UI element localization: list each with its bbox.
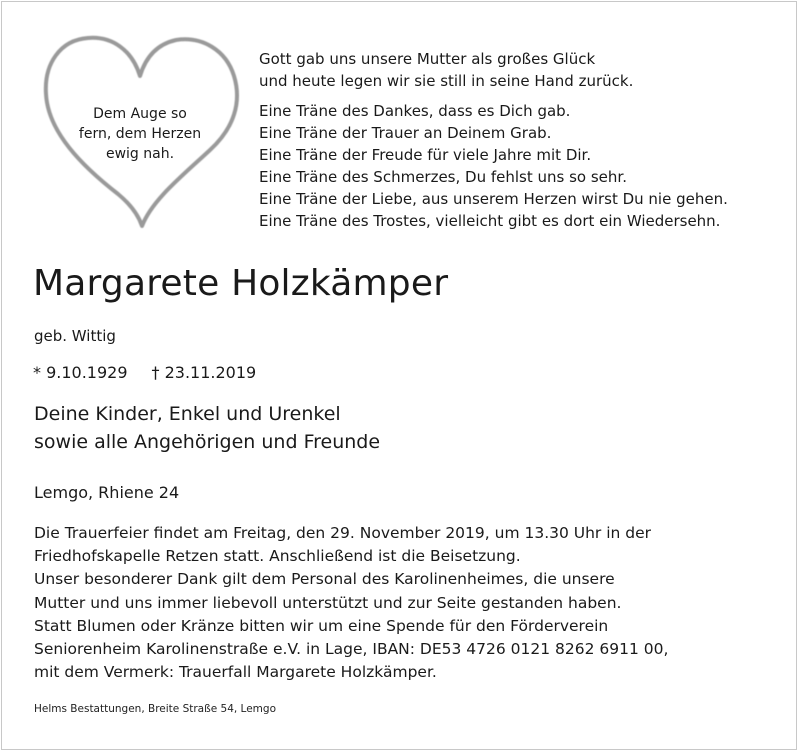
poem-stanza <box>259 48 779 92</box>
mourners-line: Deine Kinder, Enkel und Urenkel <box>34 403 341 425</box>
poem-line: und heute legen wir sie still in seine Hand zurück. <box>259 72 634 90</box>
info-line: Unser besonderer Dank gilt dem Personal des Karolinenheimes, die unsere <box>34 570 615 589</box>
poem-line: Eine Träne des Trostes, vielleicht gibt es dort ein Wiedersehn. <box>259 212 721 230</box>
poem-line: Eine Träne der Trauer an Deinem Grab. <box>259 124 552 142</box>
death-date: † 23.11.2019 <box>151 363 257 382</box>
info-line: Statt Blumen oder Kränze bitten wir um eine Spende für den Förderverein <box>34 616 609 635</box>
mourners-address: Lemgo, Rhiene 24 <box>34 483 180 502</box>
funeral-info <box>34 522 784 684</box>
maiden-name: geb. Wittig <box>34 327 116 345</box>
poem-line: Eine Träne des Dankes, dass es Dich gab. <box>259 102 571 120</box>
poem-line: Gott gab uns unsere Mutter als großes Glück <box>259 50 596 68</box>
poem-line: Eine Träne des Schmerzes, Du fehlst uns so sehr. <box>259 168 627 186</box>
info-line: Friedhofskapelle Retzen statt. Anschließend ist die Beisetzung. <box>34 547 521 566</box>
heart-inscription <box>70 104 210 164</box>
poem <box>259 48 779 240</box>
poem-stanza <box>259 100 779 232</box>
life-dates <box>33 362 256 384</box>
info-line: Mutter und uns immer liebevoll unterstützt und zur Seite gestanden haben. <box>34 593 622 612</box>
info-line: Die Trauerfeier findet am Freitag, den 29. November 2019, um 13.30 Uhr in der <box>34 524 652 542</box>
birth-date: * 9.10.1929 <box>33 363 128 382</box>
heart-line: fern, dem Herzen <box>78 126 202 142</box>
mourners-line: sowie alle Angehörigen und Freunde <box>34 431 381 453</box>
heart-line: ewig nah. <box>105 146 175 162</box>
poem-line: Eine Träne der Liebe, aus unserem Herzen wirst Du nie gehen. <box>259 190 728 208</box>
heart-line: Dem Auge so <box>93 106 187 122</box>
info-line: mit dem Vermerk: Trauerfall Margarete Holzkämper. <box>34 663 437 682</box>
deceased-name: Margarete Holzkämper <box>33 263 449 304</box>
mourners <box>34 400 380 456</box>
funeral-home-footer: Helms Bestattungen, Breite Straße 54, Lemgo <box>34 703 276 715</box>
info-line: Seniorenheim Karolinenstraße e.V. in Lage, IBAN: DE53 4726 0121 8262 6911 00, <box>34 640 669 659</box>
poem-line: Eine Träne der Freude für viele Jahre mit Dir. <box>259 146 592 164</box>
